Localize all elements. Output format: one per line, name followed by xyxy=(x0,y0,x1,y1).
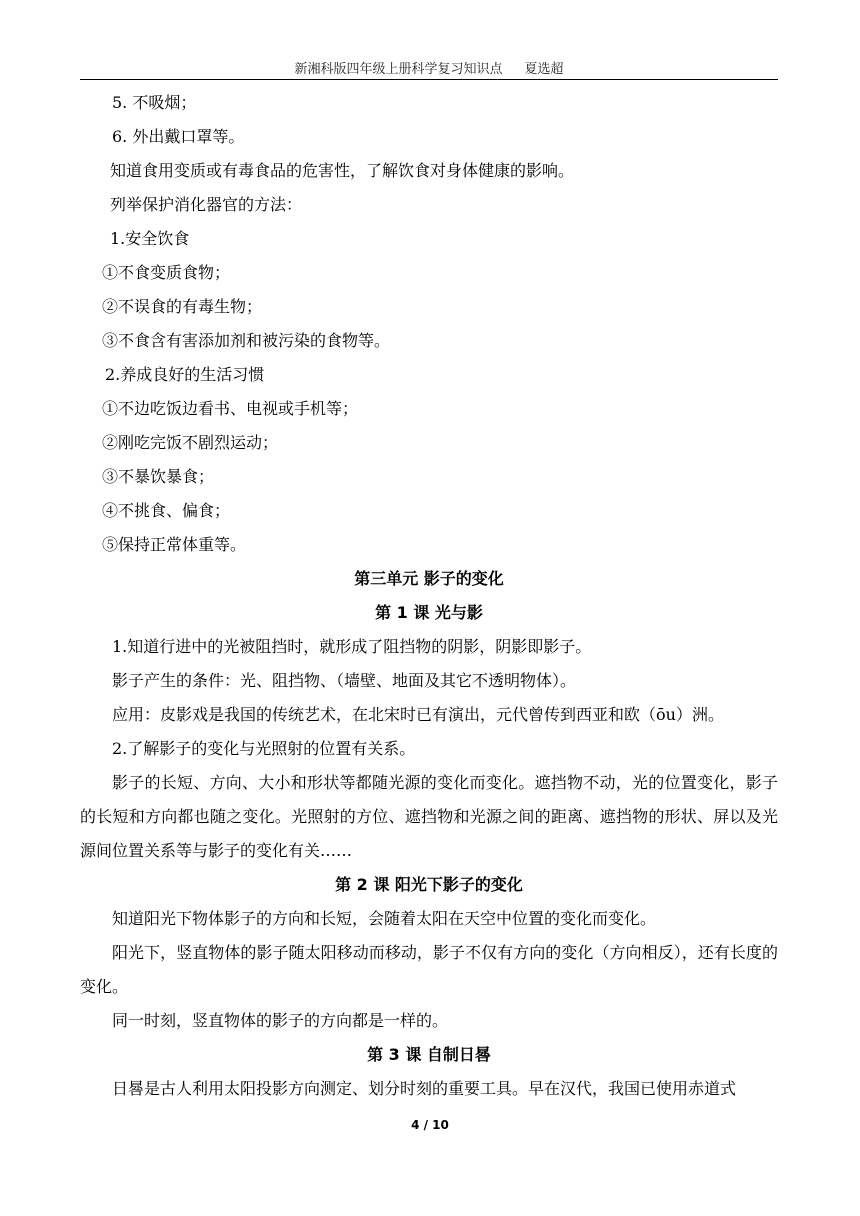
paragraph: 知道食用变质或有毒食品的危害性，了解饮食对身体健康的影响。 xyxy=(110,161,575,180)
paragraph: 2.了解影子的变化与光照射的位置有关系。 xyxy=(112,739,416,758)
list-item: 2.养成良好的生活习惯 xyxy=(105,365,265,384)
list-item: 5. 不吸烟； xyxy=(112,93,197,112)
list-item: ⑤保持正常体重等。 xyxy=(102,535,247,554)
page-header xyxy=(80,58,778,77)
paragraph: 影子产生的条件：光、阻挡物、（墙壁、地面及其它不透明物体）。 xyxy=(112,671,577,690)
list-item: ②刚吃完饭不剧烈运动； xyxy=(102,433,279,452)
list-item: ③不暴饮暴食； xyxy=(102,467,215,486)
unit-title: 第三单元 影子的变化 xyxy=(354,569,504,588)
paragraph: 影子的长短、方向、大小和形状等都随光源的变化而变化。遮挡物不动，光的位置变化，影子的长短和方向都也随之变化。光照射的方位、遮挡物和光源之间的距离、遮挡物的形状、屏以及光源间位置关系等与影子的变化有关…… xyxy=(80,773,778,860)
lesson-title: 第 1 课 光与影 xyxy=(375,603,483,622)
list-item: ①不食变质食物； xyxy=(102,263,231,282)
list-item: ③不食含有害添加剂和被污染的食物等。 xyxy=(102,331,391,350)
lesson-title: 第 3 课 自制日晷 xyxy=(367,1045,491,1064)
paragraph: 知道阳光下物体影子的方向和长短，会随着太阳在天空中位置的变化而变化。 xyxy=(112,909,657,928)
list-item: ②不误食的有毒生物； xyxy=(102,297,263,316)
list-item: ④不挑食、偏食； xyxy=(102,501,231,520)
paragraph: 列举保护消化器官的方法： xyxy=(110,195,303,214)
header-title: 新湘科版四年级上册科学复习知识点 xyxy=(294,62,503,77)
document-body xyxy=(80,86,778,1106)
paragraph: 阳光下，竖直物体的影子随太阳移动而移动，影子不仅有方向的变化（方向相反），还有长度的变化。 xyxy=(80,943,778,996)
paragraph: 日晷是古人利用太阳投影方向测定、划分时刻的重要工具。早在汉代，我国已使用赤道式 xyxy=(112,1079,737,1098)
header-author: 夏选超 xyxy=(524,62,564,77)
paragraph: 应用：皮影戏是我国的传统艺术，在北宋时已有演出，元代曾传到西亚和欧（ōu）洲。 xyxy=(112,705,724,724)
header-divider xyxy=(80,79,778,80)
lesson-title: 第 2 课 阳光下影子的变化 xyxy=(335,875,523,894)
list-item: ①不边吃饭边看书、电视或手机等； xyxy=(102,399,359,418)
list-item: 1.安全饮食 xyxy=(110,229,190,248)
paragraph: 同一时刻，竖直物体的影子的方向都是一样的。 xyxy=(112,1011,449,1030)
page-number: 4 / 10 xyxy=(411,1118,449,1132)
list-item: 6. 外出戴口罩等。 xyxy=(112,127,245,146)
paragraph: 1.知道行进中的光被阻挡时，就形成了阻挡物的阴影，阴影即影子。 xyxy=(112,637,592,656)
